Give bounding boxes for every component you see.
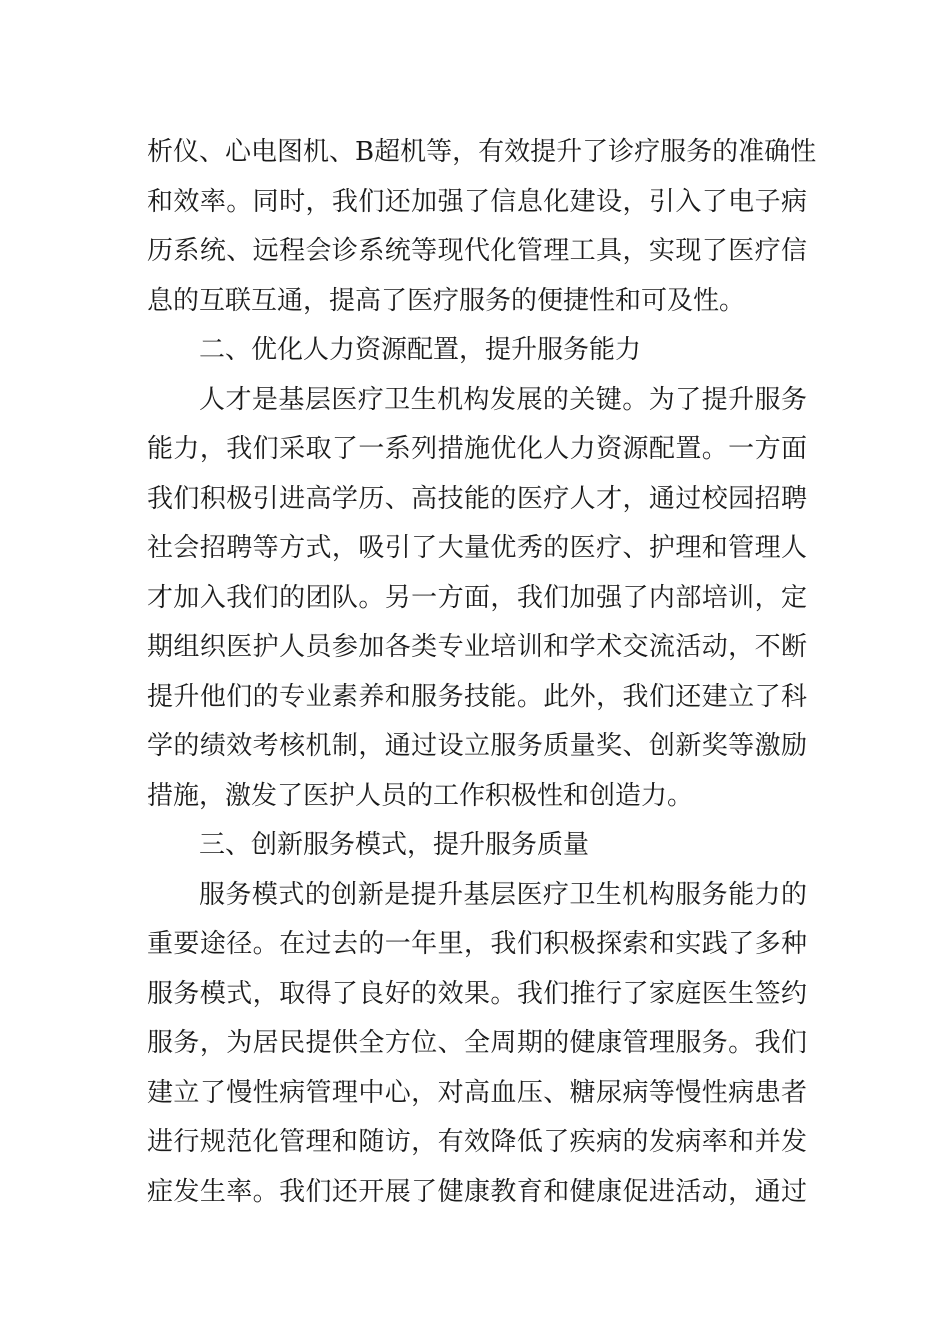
paragraph-line: 措施，激发了医护人员的工作积极性和创造力。 — [147, 781, 694, 811]
paragraph-line: 学的绩效考核机制，通过设立服务质量奖、创新奖等激励 — [147, 731, 807, 761]
paragraph-line: 建立了慢性病管理中心，对高血压、糖尿病等慢性病患者 — [147, 1078, 807, 1108]
paragraph-line: 提升他们的专业素养和服务技能。此外，我们还建立了科 — [147, 682, 807, 712]
paragraph-line: 人才是基层医疗卫生机构发展的关键。为了提升服务 — [199, 385, 807, 415]
paragraph-line: 历系统、远程会诊系统等现代化管理工具，实现了医疗信 — [147, 236, 807, 266]
paragraph-line: 服务模式的创新是提升基层医疗卫生机构服务能力的 — [199, 880, 807, 910]
paragraph-line: 析仪、心电图机、B超机等，有效提升了诊疗服务的准确性 — [147, 137, 817, 167]
paragraph-line: 和效率。同时，我们还加强了信息化建设，引入了电子病 — [147, 187, 807, 217]
section-heading: 二、优化人力资源配置，提升服务能力 — [199, 335, 642, 365]
paragraph-line: 服务，为居民提供全方位、全周期的健康管理服务。我们 — [147, 1028, 807, 1058]
paragraph-line: 息的互联互通，提高了医疗服务的便捷性和可及性。 — [147, 286, 746, 316]
section-heading: 三、创新服务模式，提升服务质量 — [199, 830, 590, 860]
paragraph-line: 服务模式，取得了良好的效果。我们推行了家庭医生签约 — [147, 979, 807, 1009]
paragraph-line: 才加入我们的团队。另一方面，我们加强了内部培训，定 — [147, 583, 807, 613]
paragraph-line: 症发生率。我们还开展了健康教育和健康促进活动，通过 — [147, 1177, 807, 1207]
paragraph-line: 重要途径。在过去的一年里，我们积极探索和实践了多种 — [147, 929, 807, 959]
paragraph-line: 进行规范化管理和随访，有效降低了疾病的发病率和并发 — [147, 1127, 807, 1157]
paragraph-line: 能力，我们采取了一系列措施优化人力资源配置。一方面 — [147, 434, 807, 464]
paragraph-line: 社会招聘等方式，吸引了大量优秀的医疗、护理和管理人 — [147, 533, 807, 563]
paragraph-line: 我们积极引进高学历、高技能的医疗人才，通过校园招聘 — [147, 484, 807, 514]
paragraph-line: 期组织医护人员参加各类专业培训和学术交流活动，不断 — [147, 632, 807, 662]
